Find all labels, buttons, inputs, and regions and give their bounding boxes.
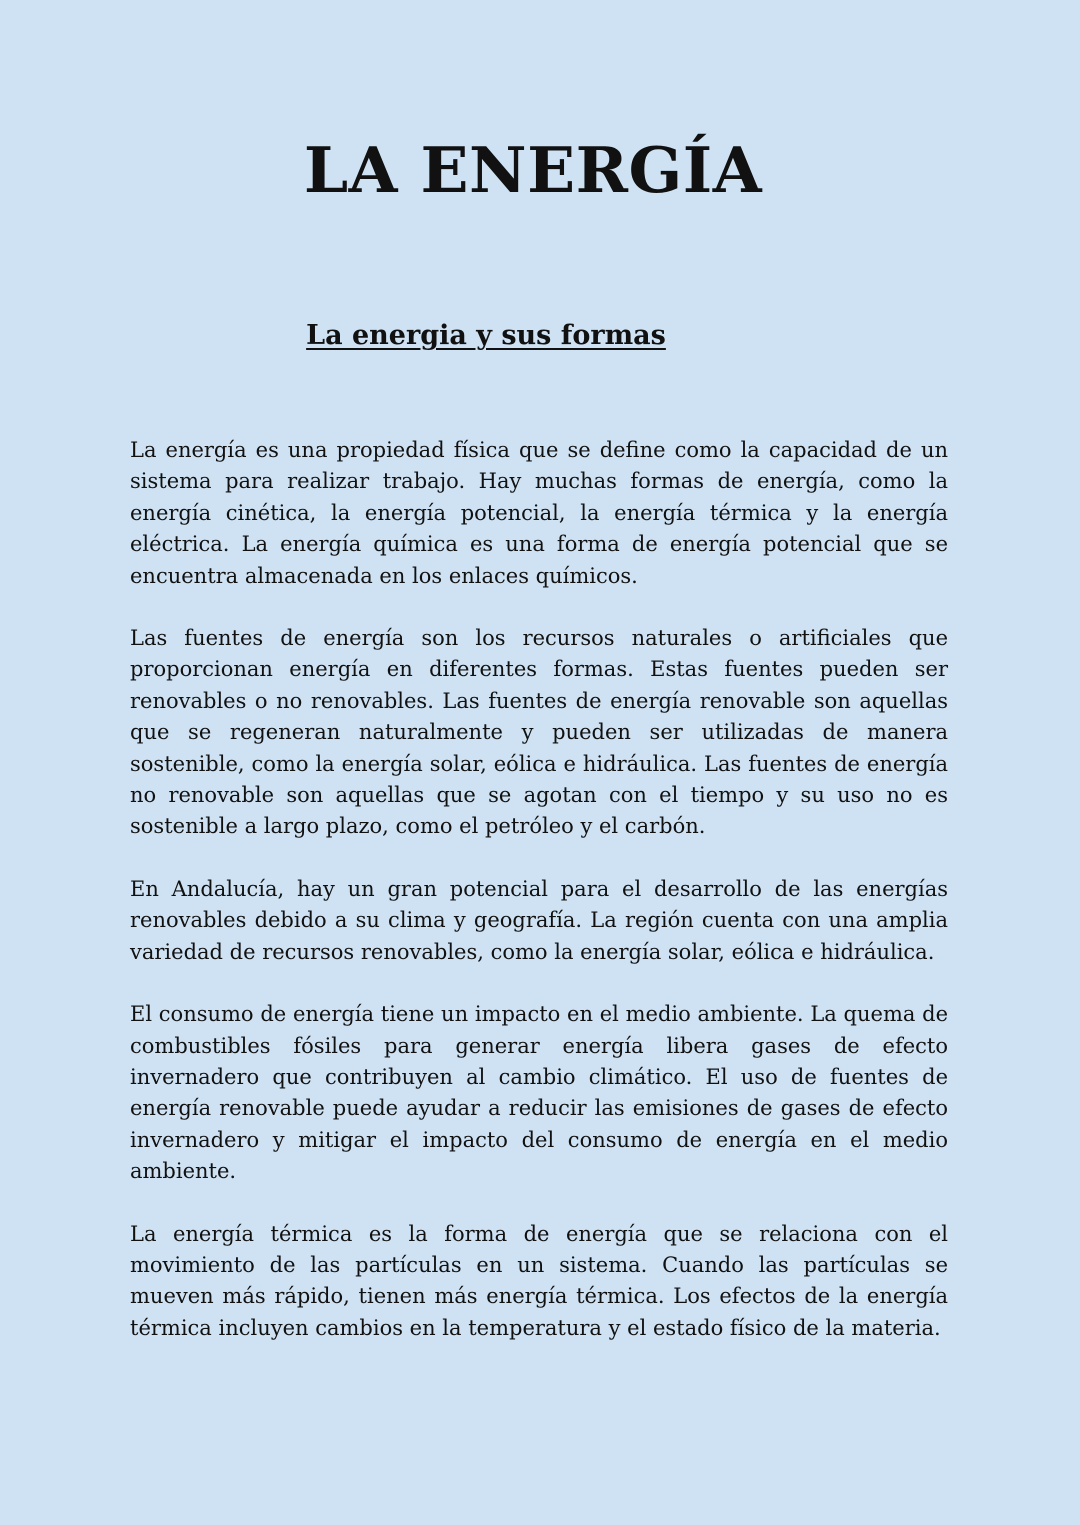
paragraph-andalucia: En Andalucía, hay un gran potencial para el desarrollo de las energías renovables debido a su clima y geografía. La región cuenta con una amplia variedad de recursos renovables, como la energía solar, eólica e hidráulica. [130, 876, 948, 964]
paragraph-thermal-energy: La energía térmica es la forma de energía que se relaciona con el movimiento de las partículas en un sistema. Cuando las partículas se mueven más rápido, tienen más energía térmica. Los efectos de la energía térmica incluyen cambios en la temperatura y el estado físico de la materia. [130, 1221, 948, 1340]
document-body [130, 435, 948, 1375]
page-title: LA ENERGÍA [303, 133, 763, 207]
paragraph-environment-impact: El consumo de energía tiene un impacto en el medio ambiente. La quema de combustibles fósiles para generar energía libera gases de efecto invernadero que contribuyen al cambio climático. El uso de fuentes de energía renovable puede ayudar a reducir las emisiones de gases de efecto invernadero y mitigar el impacto del consumo de energía en el medio ambiente. [130, 1002, 948, 1184]
section-subtitle: La energia y sus formas [306, 320, 666, 351]
paragraph-energy-sources: Las fuentes de energía son los recursos naturales o artificiales que proporcionan energía en diferentes formas. Estas fuentes pueden ser renovables o no renovables. Las fuentes de energía renovable son aquellas que se regeneran naturalmente y pueden ser utilizadas de manera sostenible, como la energía solar, eólica e hidráulica. Las fuentes de energía no renovable son aquellas que se agotan con el tiempo y su uso no es sostenible a largo plazo, como el petróleo y el carbón. [130, 626, 948, 839]
paragraph-energy-definition: La energía es una propiedad física que se define como la capacidad de un sistema para realizar trabajo. Hay muchas formas de energía, como la energía cinética, la energía potencial, la energía térmica y la energía eléctrica. La energía química es una forma de energía potencial que se encuentra almacenada en los enlaces químicos. [130, 438, 948, 588]
